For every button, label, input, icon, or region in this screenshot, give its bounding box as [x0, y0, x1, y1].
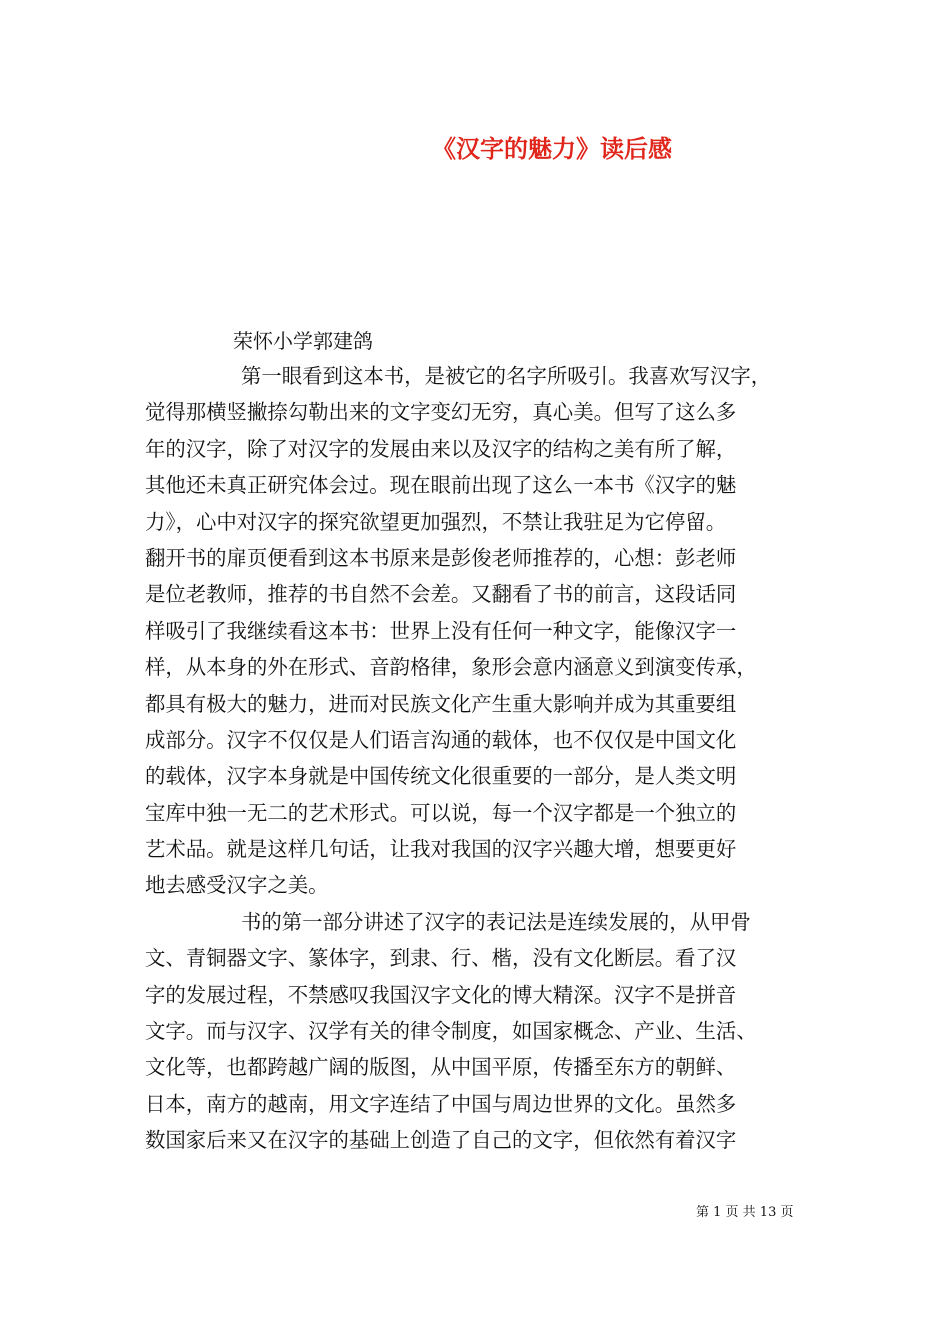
paragraph-line: 成部分。汉字不仅仅是人们语言沟通的载体，也不仅仅是中国文化 [145, 727, 737, 752]
paragraph-line: 第一眼看到这本书，是被它的名字所吸引。我喜欢写汉字， [241, 364, 772, 388]
document-title: 《汉字的魅力》读后感 [432, 134, 672, 163]
paragraph-line: 文、青铜器文字、篆体字，到隶、行、楷，没有文化断层。看了汉 [145, 946, 737, 971]
paragraph-line: 的载体，汉字本身就是中国传统文化很重要的一部分，是人类文明 [145, 764, 737, 789]
paragraph-line: 文化等，也都跨越广阔的版图，从中国平原，传播至东方的朝鲜、 [145, 1055, 737, 1080]
author-line: 荣怀小学郭建鸽 [233, 329, 373, 353]
paragraph-line: 觉得那横竖撇捺勾勒出来的文字变幻无穷，真心美。但写了这么多 [145, 400, 737, 425]
paragraph-line: 艺术品。就是这样几句话，让我对我国的汉字兴趣大增，想要更好 [145, 837, 737, 862]
paragraph-line: 年的汉字，除了对汉字的发展由来以及汉字的结构之美有所了解， [145, 436, 737, 461]
paragraph-line: 其他还未真正研究体会过。现在眼前出现了这么一本书《汉字的魅 [145, 473, 737, 498]
document-body [145, 358, 817, 1159]
paragraph-line: 是位老教师，推荐的书自然不会差。又翻看了书的前言，这段话同 [145, 582, 737, 607]
paragraph-line: 样吸引了我继续看这本书：世界上没有任何一种文字，能像汉字一 [145, 618, 737, 643]
page-footer: 第 1 页 共 13 页 [696, 1205, 794, 1220]
paragraph-line: 地去感受汉字之美。 [145, 873, 329, 898]
paragraph-line: 翻开书的扉页便看到这本书原来是彭俊老师推荐的，心想：彭老师 [145, 545, 737, 570]
paragraph-line: 书的第一部分讲述了汉字的表记法是连续发展的，从甲骨 [241, 909, 751, 934]
paragraph-line: 文字。而与汉字、汉学有关的律令制度，如国家概念、产业、生活、 [145, 1019, 757, 1044]
paragraph-line: 字的发展过程，不禁感叹我国汉字文化的博大精深。汉字不是拼音 [145, 982, 737, 1007]
paragraph-line: 宝库中独一无二的艺术形式。可以说，每一个汉字都是一个独立的 [145, 800, 737, 825]
paragraph-line: 力》，心中对汉字的探究欲望更加强烈，不禁让我驻足为它停留。 [145, 509, 727, 534]
paragraph-line: 都具有极大的魅力，进而对民族文化产生重大影响并成为其重要组 [145, 691, 737, 716]
paragraph-line: 样，从本身的外在形式、音韵格律，象形会意内涵意义到演变传承， [145, 655, 757, 680]
paragraph-line: 日本，南方的越南，用文字连结了中国与周边世界的文化。虽然多 [145, 1091, 737, 1116]
paragraph-line: 数国家后来又在汉字的基础上创造了自己的文字，但依然有着汉字 [145, 1128, 737, 1153]
